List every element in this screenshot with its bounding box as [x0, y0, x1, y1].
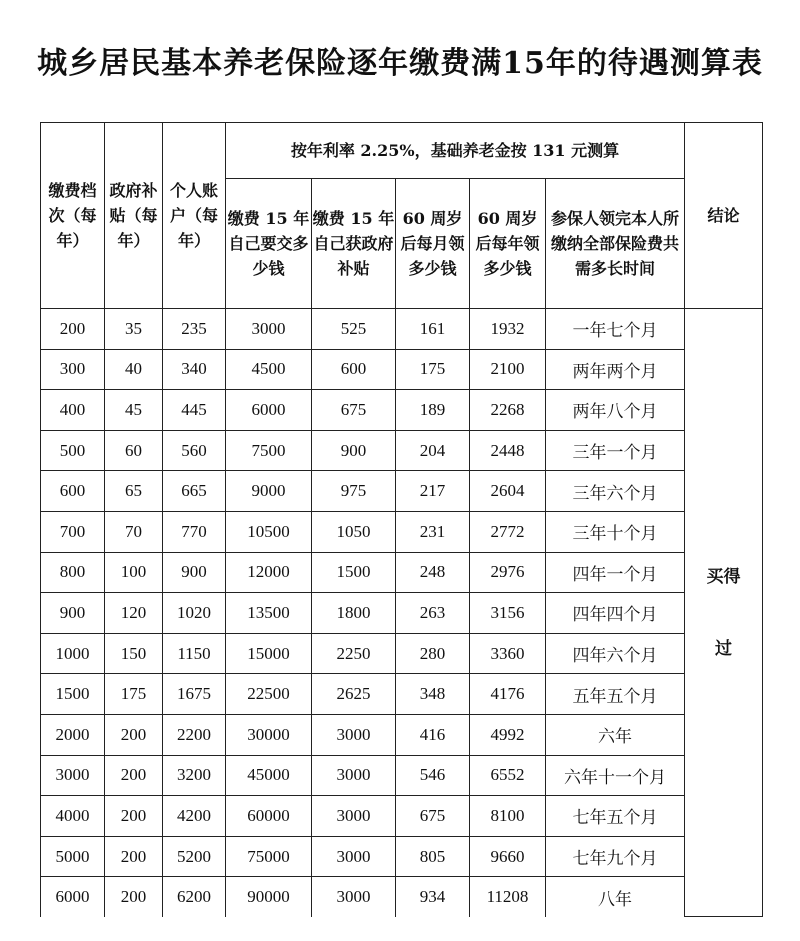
cell-self-total: 45000 [226, 755, 312, 796]
cell-monthly: 263 [396, 593, 470, 634]
cell-yearly: 1932 [470, 309, 546, 350]
cell-duration: 六年 [546, 714, 685, 755]
cell-monthly: 416 [396, 714, 470, 755]
conclusion-text: 买得过 [706, 566, 741, 658]
cell-self-total: 90000 [226, 877, 312, 917]
cell-account: 3200 [163, 755, 226, 796]
cell-yearly: 2976 [470, 552, 546, 593]
cell-duration: 一年七个月 [546, 309, 685, 350]
cell-yearly: 2100 [470, 349, 546, 390]
cell-self-total: 9000 [226, 471, 312, 512]
cell-yearly: 2604 [470, 471, 546, 512]
cell-tier: 500 [41, 430, 105, 471]
cell-subsidy: 200 [105, 755, 163, 796]
cell-subsidy: 200 [105, 877, 163, 917]
header-contribution-tier: 缴费档次（每年） [41, 123, 105, 309]
cell-self-total: 12000 [226, 552, 312, 593]
table-row [41, 430, 763, 471]
cell-gov-total: 525 [312, 309, 396, 350]
cell-tier: 1500 [41, 674, 105, 715]
cell-monthly: 189 [396, 390, 470, 431]
table-row [41, 511, 763, 552]
header-rate-note: 按年利率 2.25%，基础养老金按 131 元测算 [226, 123, 685, 179]
cell-gov-total: 900 [312, 430, 396, 471]
cell-account: 340 [163, 349, 226, 390]
cell-duration: 三年六个月 [546, 471, 685, 512]
cell-yearly: 3156 [470, 593, 546, 634]
cell-gov-total: 3000 [312, 796, 396, 837]
cell-yearly: 4992 [470, 714, 546, 755]
cell-gov-total: 675 [312, 390, 396, 431]
cell-monthly: 348 [396, 674, 470, 715]
cell-yearly: 2448 [470, 430, 546, 471]
header-monthly-at-60: 60 周岁后每月领多少钱 [396, 179, 470, 309]
cell-account: 4200 [163, 796, 226, 837]
cell-duration: 两年八个月 [546, 390, 685, 431]
cell-tier: 900 [41, 593, 105, 634]
cell-gov-total: 1500 [312, 552, 396, 593]
cell-monthly: 546 [396, 755, 470, 796]
cell-subsidy: 45 [105, 390, 163, 431]
table-row [41, 593, 763, 634]
cell-monthly: 248 [396, 552, 470, 593]
cell-gov-total: 600 [312, 349, 396, 390]
cell-account: 445 [163, 390, 226, 431]
cell-duration: 八年 [546, 877, 685, 917]
cell-self-total: 60000 [226, 796, 312, 837]
cell-monthly: 217 [396, 471, 470, 512]
cell-duration: 三年一个月 [546, 430, 685, 471]
header-gov-subsidy-15: 缴费 15 年自己获政府补贴 [312, 179, 396, 309]
cell-gov-total: 1800 [312, 593, 396, 634]
cell-monthly: 934 [396, 877, 470, 917]
cell-self-total: 30000 [226, 714, 312, 755]
cell-tier: 300 [41, 349, 105, 390]
cell-tier: 3000 [41, 755, 105, 796]
cell-duration: 七年九个月 [546, 836, 685, 877]
cell-duration: 四年六个月 [546, 633, 685, 674]
header-payback-time: 参保人领完本人所缴纳全部保险费共需多长时间 [546, 179, 685, 309]
cell-yearly: 9660 [470, 836, 546, 877]
table-row [41, 755, 763, 796]
cell-gov-total: 2625 [312, 674, 396, 715]
cell-subsidy: 175 [105, 674, 163, 715]
cell-account: 1020 [163, 593, 226, 634]
header-row-1 [41, 123, 763, 179]
cell-subsidy: 200 [105, 714, 163, 755]
conclusion-cell [685, 309, 763, 917]
cell-gov-total: 1050 [312, 511, 396, 552]
page-title: 城乡居民基本养老保险逐年缴费满15年的待遇测算表 [37, 46, 763, 81]
cell-subsidy: 35 [105, 309, 163, 350]
cell-self-total: 6000 [226, 390, 312, 431]
table-row [41, 796, 763, 837]
cell-subsidy: 65 [105, 471, 163, 512]
cell-self-total: 3000 [226, 309, 312, 350]
cell-duration: 五年五个月 [546, 674, 685, 715]
cell-account: 770 [163, 511, 226, 552]
cell-account: 6200 [163, 877, 226, 917]
cell-tier: 700 [41, 511, 105, 552]
cell-yearly: 2268 [470, 390, 546, 431]
cell-gov-total: 3000 [312, 836, 396, 877]
cell-monthly: 231 [396, 511, 470, 552]
cell-yearly: 11208 [470, 877, 546, 917]
cell-subsidy: 200 [105, 836, 163, 877]
cell-tier: 200 [41, 309, 105, 350]
cell-tier: 6000 [41, 877, 105, 917]
cell-subsidy: 150 [105, 633, 163, 674]
table-row [41, 471, 763, 512]
pension-calc-table [40, 122, 763, 917]
cell-gov-total: 3000 [312, 714, 396, 755]
table-row [41, 674, 763, 715]
cell-monthly: 175 [396, 349, 470, 390]
cell-duration: 六年十一个月 [546, 755, 685, 796]
cell-tier: 2000 [41, 714, 105, 755]
cell-account: 2200 [163, 714, 226, 755]
header-personal-account: 个人账户（每年） [163, 123, 226, 309]
cell-yearly: 8100 [470, 796, 546, 837]
cell-yearly: 3360 [470, 633, 546, 674]
cell-account: 235 [163, 309, 226, 350]
cell-yearly: 4176 [470, 674, 546, 715]
cell-subsidy: 40 [105, 349, 163, 390]
cell-subsidy: 200 [105, 796, 163, 837]
cell-account: 560 [163, 430, 226, 471]
cell-gov-total: 975 [312, 471, 396, 512]
table-row [41, 633, 763, 674]
cell-self-total: 15000 [226, 633, 312, 674]
cell-monthly: 204 [396, 430, 470, 471]
cell-monthly: 675 [396, 796, 470, 837]
cell-self-total: 10500 [226, 511, 312, 552]
cell-self-total: 22500 [226, 674, 312, 715]
cell-gov-total: 3000 [312, 755, 396, 796]
table-row [41, 836, 763, 877]
cell-self-total: 75000 [226, 836, 312, 877]
cell-yearly: 6552 [470, 755, 546, 796]
header-gov-subsidy: 政府补贴（每年） [105, 123, 163, 309]
cell-monthly: 161 [396, 309, 470, 350]
cell-subsidy: 100 [105, 552, 163, 593]
header-yearly-at-60: 60 周岁后每年领多少钱 [470, 179, 546, 309]
cell-duration: 四年一个月 [546, 552, 685, 593]
cell-tier: 800 [41, 552, 105, 593]
cell-gov-total: 3000 [312, 877, 396, 917]
cell-subsidy: 70 [105, 511, 163, 552]
cell-duration: 七年五个月 [546, 796, 685, 837]
cell-duration: 四年四个月 [546, 593, 685, 634]
table-row [41, 390, 763, 431]
cell-monthly: 805 [396, 836, 470, 877]
table-row [41, 309, 763, 350]
cell-tier: 4000 [41, 796, 105, 837]
cell-subsidy: 60 [105, 430, 163, 471]
cell-yearly: 2772 [470, 511, 546, 552]
header-self-pay-15: 缴费 15 年自己要交多少钱 [226, 179, 312, 309]
table-row [41, 552, 763, 593]
cell-self-total: 7500 [226, 430, 312, 471]
cell-tier: 1000 [41, 633, 105, 674]
cell-duration: 两年两个月 [546, 349, 685, 390]
cell-tier: 400 [41, 390, 105, 431]
cell-self-total: 4500 [226, 349, 312, 390]
cell-monthly: 280 [396, 633, 470, 674]
cell-duration: 三年十个月 [546, 511, 685, 552]
cell-tier: 600 [41, 471, 105, 512]
cell-account: 1675 [163, 674, 226, 715]
cell-account: 5200 [163, 836, 226, 877]
cell-account: 1150 [163, 633, 226, 674]
cell-tier: 5000 [41, 836, 105, 877]
table-body [41, 309, 763, 917]
cell-gov-total: 2250 [312, 633, 396, 674]
cell-subsidy: 120 [105, 593, 163, 634]
cell-self-total: 13500 [226, 593, 312, 634]
table-row [41, 714, 763, 755]
cell-account: 665 [163, 471, 226, 512]
cell-account: 900 [163, 552, 226, 593]
table-row [41, 877, 763, 917]
table-row [41, 349, 763, 390]
header-conclusion: 结论 [685, 123, 763, 309]
